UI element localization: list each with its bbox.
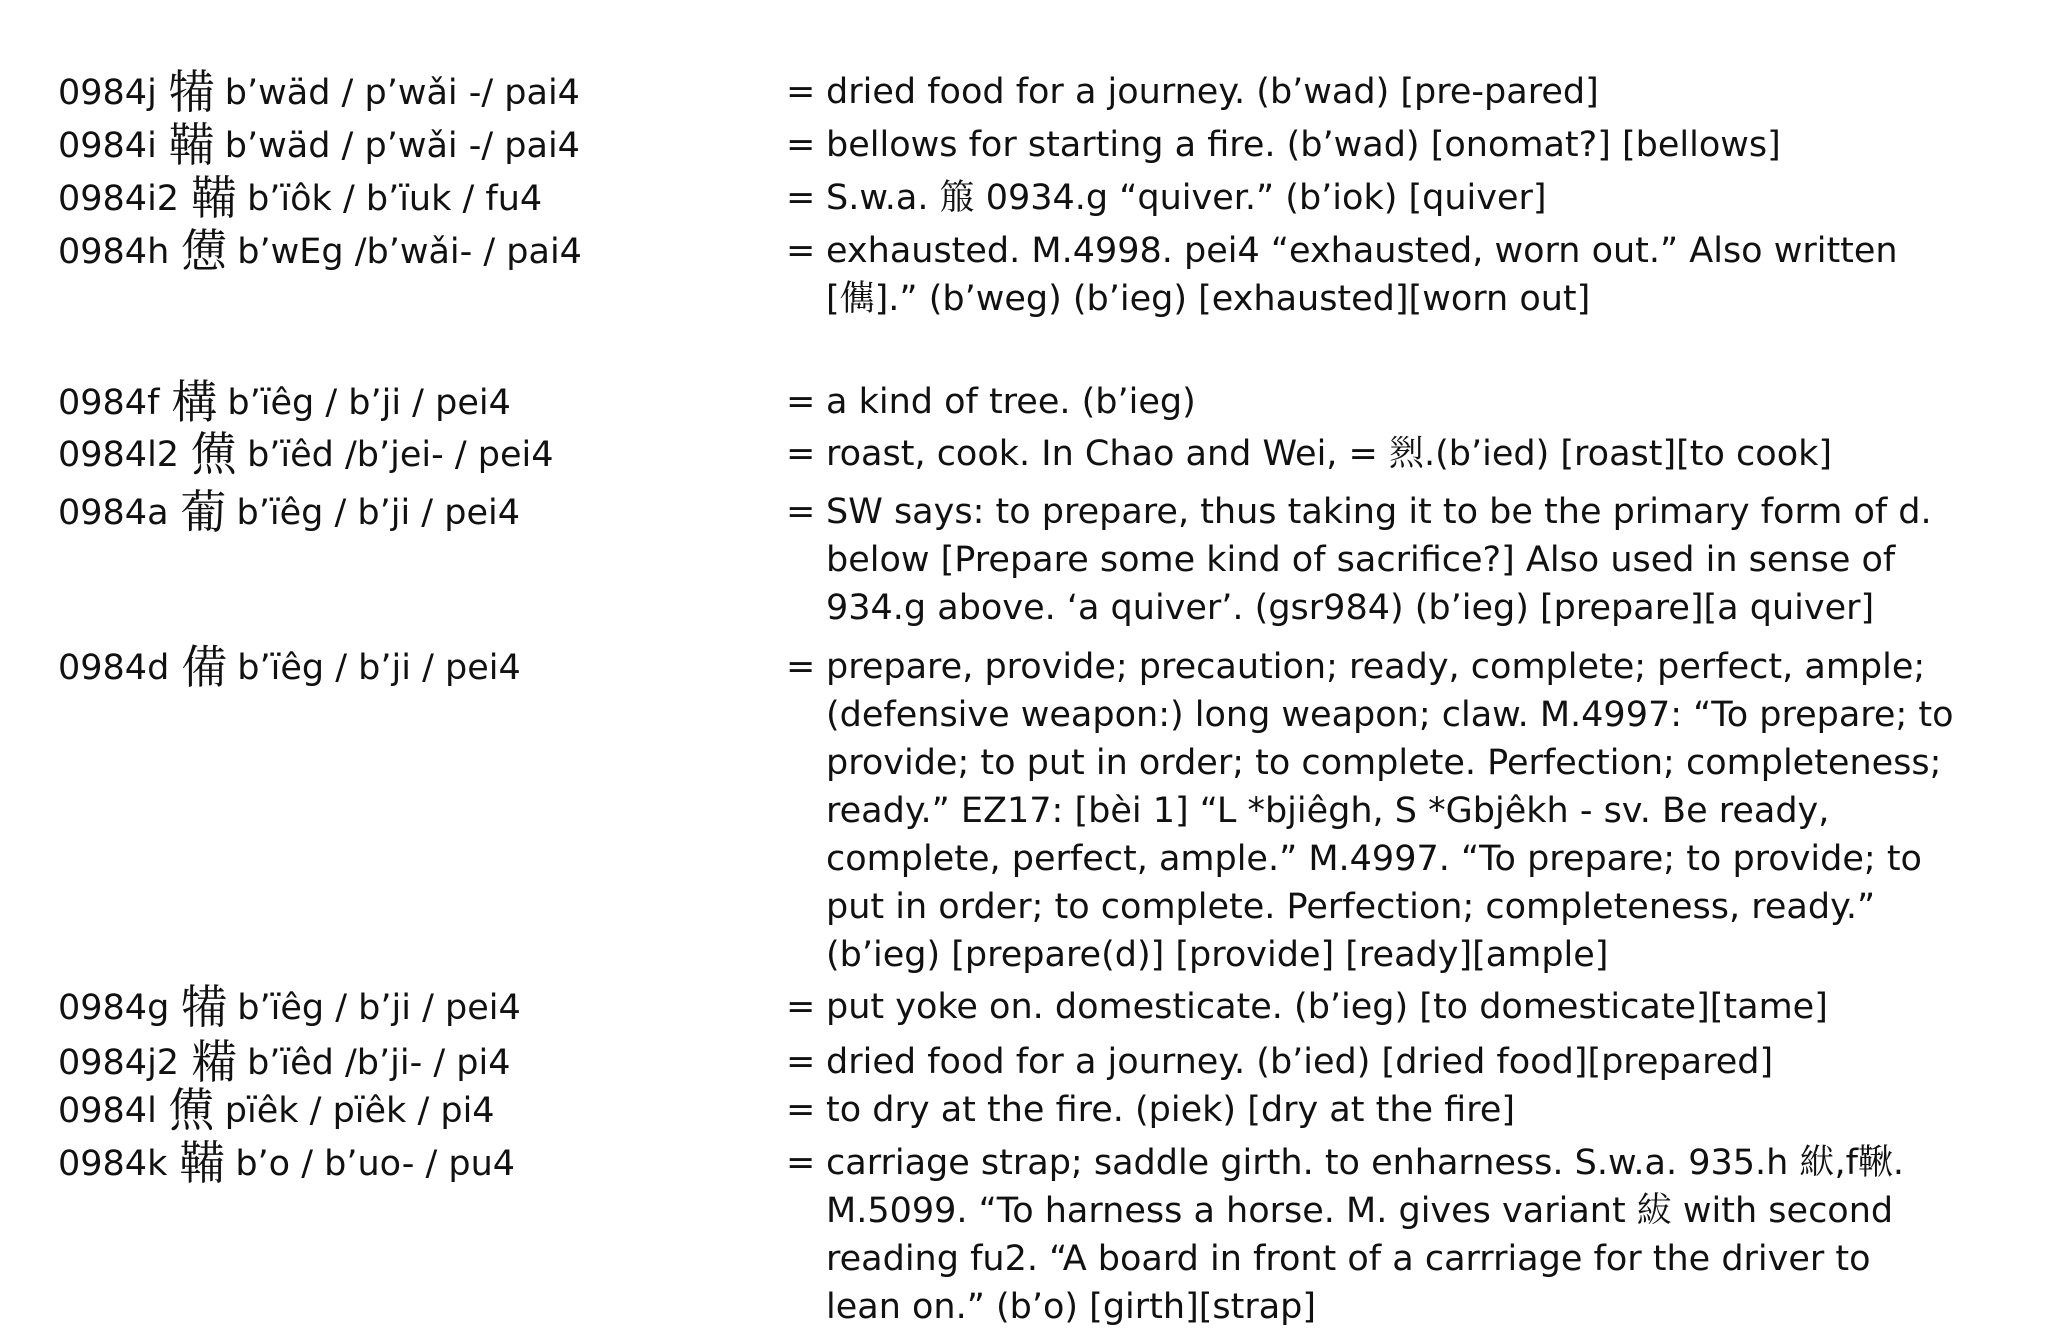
- entry-pronunciation: b’wäd / p’wǎi -/ pai4: [224, 73, 580, 113]
- entry-pronunciation: b’ïêg / b’ji / pei4: [237, 648, 521, 688]
- entry-definition: [826, 68, 2031, 116]
- entry-code: 0984f: [58, 383, 160, 423]
- definition-line: lean on.” (b’o) [girth][strap]: [826, 1287, 1317, 1327]
- entry-head: [58, 427, 778, 481]
- entry-definition: [826, 227, 2031, 323]
- entry-head: [58, 375, 778, 429]
- entry-pronunciation: b’wäd / p’wǎi -/ pai4: [224, 126, 580, 166]
- definition-line: dried food for a journey. (b’wad) [pre-pared]: [826, 72, 1599, 112]
- entry-head: [58, 640, 778, 694]
- entry-pronunciation: b’ïêd /b’ji- / pi4: [247, 1043, 511, 1083]
- entry-head: [58, 980, 778, 1034]
- entry-definition: [826, 174, 2031, 222]
- entry-definition: [826, 488, 2031, 632]
- equals-sign: =: [786, 492, 816, 532]
- entry-definition: [826, 643, 2031, 979]
- definition-line: 934.g above. ‘a quiver’. (gsr984) (b’ieg) [prepare][a quiver]: [826, 588, 1875, 628]
- definition-line: below [Prepare some kind of sacrifice?] Also used in sense of: [826, 540, 1896, 580]
- definition-line: a kind of tree. (b’ieg): [826, 382, 1196, 422]
- entry-code: 0984a: [58, 493, 169, 533]
- entry-code: 0984i2: [58, 179, 180, 219]
- equals-sign: =: [786, 1090, 816, 1130]
- equals-sign: =: [786, 231, 816, 271]
- equals-sign: =: [786, 382, 816, 422]
- entry-head: [58, 118, 778, 172]
- entry-character: 㷶: [191, 427, 238, 481]
- entry-definition: [826, 121, 2031, 169]
- definition-line: dried food for a journey. (b’ied) [dried food][prepared]: [826, 1042, 1774, 1082]
- entry-head: [58, 224, 778, 278]
- entry-pronunciation: pïêk / pïêk / pi4: [224, 1091, 495, 1131]
- entry-pronunciation: b’o / b’uo- / pu4: [235, 1144, 516, 1184]
- definition-line: put yoke on. domesticate. (b’ieg) [to domesticate][tame]: [826, 987, 1828, 1027]
- entry-code: 0984d: [58, 648, 170, 688]
- equals-sign: =: [786, 178, 816, 218]
- entry-pronunciation: b’ïêg / b’ji / pei4: [236, 493, 520, 533]
- definition-line: prepare, provide; precaution; ready, complete; perfect, ample;: [826, 647, 1926, 687]
- entry-definition: [826, 430, 2031, 478]
- entry-code: 0984j: [58, 73, 157, 113]
- definition-line: roast, cook. In Chao and Wei, = 煭.(b’ied) [roast][to cook]: [826, 434, 1833, 474]
- entry-pronunciation: b’ïêg / b’ji / pei4: [227, 383, 511, 423]
- entry-character: 㷶: [168, 1083, 215, 1137]
- definition-line: bellows for starting a fire. (b’wad) [onomat?] [bellows]: [826, 125, 1781, 165]
- entry-character: 鞴: [179, 1136, 226, 1190]
- equals-sign: =: [786, 647, 816, 687]
- entry-character: 鞴: [191, 171, 238, 225]
- entry-code: 0984l2: [58, 435, 180, 475]
- entry-pronunciation: b’wEg /b’wǎi- / pai4: [237, 232, 582, 272]
- definition-line: to dry at the fire. (piek) [dry at the fire]: [826, 1090, 1516, 1130]
- entry-head: [58, 1035, 778, 1089]
- entry-head: [58, 1083, 778, 1137]
- definition-line: SW says: to prepare, thus taking it to be the primary form of d.: [826, 492, 1932, 532]
- entry-pronunciation: b’ïêg / b’ji / pei4: [237, 988, 521, 1028]
- definition-line: exhausted. M.4998. pei4 “exhausted, worn out.” Also written: [826, 231, 1898, 271]
- definition-line: reading fu2. “A board in front of a carrriage for the driver to: [826, 1239, 1871, 1279]
- definition-line: S.w.a. 箙 0934.g “quiver.” (b’iok) [quiver]: [826, 178, 1547, 218]
- entry-definition: [826, 378, 2031, 426]
- entry-head: [58, 171, 778, 225]
- entry-head: [58, 1136, 778, 1190]
- entry-code: 0984h: [58, 232, 170, 272]
- equals-sign: =: [786, 1042, 816, 1082]
- entry-definition: [826, 1086, 2031, 1134]
- definition-line: ready.” EZ17: [bèi 1] “L *bjiêgh, S *Gbjêkh - sv. Be ready,: [826, 791, 1830, 831]
- entry-character: 犕: [181, 980, 228, 1034]
- entry-character: 犕: [168, 65, 215, 119]
- entry-character: 構: [171, 375, 218, 429]
- definition-line: put in order; to complete. Perfection; completeness, ready.”: [826, 887, 1876, 927]
- entry-head: [58, 485, 778, 539]
- definition-line: M.5099. “To harness a horse. M. gives variant 紱 with second: [826, 1191, 1894, 1231]
- entry-code: 0984l: [58, 1091, 157, 1131]
- entry-character: 糒: [191, 1035, 238, 1089]
- entry-code: 0984i: [58, 126, 157, 166]
- entry-character: 備: [181, 640, 228, 694]
- entry-definition: [826, 983, 2031, 1031]
- definition-line: provide; to put in order; to complete. Perfection; completeness;: [826, 743, 1942, 783]
- entry-code: 0984j2: [58, 1043, 180, 1083]
- entry-head: [58, 65, 778, 119]
- definition-line: (defensive weapon:) long weapon; claw. M.4997: “To prepare; to: [826, 695, 1954, 735]
- definition-line: complete, perfect, ample.” M.4997. “To prepare; to provide; to: [826, 839, 1922, 879]
- equals-sign: =: [786, 987, 816, 1027]
- entry-character: 鞴: [168, 118, 215, 172]
- definition-line: (b’ieg) [prepare(d)] [provide] [ready][ample]: [826, 935, 1609, 975]
- equals-sign: =: [786, 125, 816, 165]
- equals-sign: =: [786, 1143, 816, 1183]
- definition-line: carriage strap; saddle girth. to enharness. S.w.a. 935.h 絥,f鞦.: [826, 1143, 1905, 1183]
- entry-definition: [826, 1139, 2031, 1331]
- entry-code: 0984g: [58, 988, 170, 1028]
- equals-sign: =: [786, 72, 816, 112]
- equals-sign: =: [786, 434, 816, 474]
- entry-pronunciation: b’ïôk / b’ïuk / fu4: [247, 179, 543, 219]
- entry-character: 葡: [180, 485, 227, 539]
- entry-code: 0984k: [58, 1144, 168, 1184]
- entry-definition: [826, 1038, 2031, 1086]
- entry-pronunciation: b’ïêd /b’jei- / pei4: [247, 435, 554, 475]
- entry-character: 憊: [181, 224, 228, 278]
- definition-line: [㒞].” (b’weg) (b’ieg) [exhausted][worn out]: [826, 279, 1591, 319]
